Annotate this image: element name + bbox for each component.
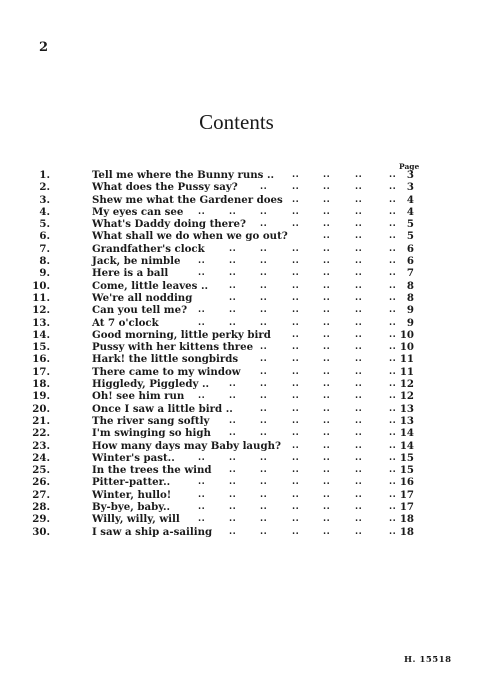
dot-leader: ..: [292, 342, 300, 353]
toc-row: [0, 280, 488, 292]
dot-leader: ..: [198, 391, 206, 402]
dot-leader: ..: [355, 268, 363, 279]
dot-leader: ..: [198, 256, 206, 267]
dot-leader: ..: [389, 502, 397, 513]
dot-leader: ..: [355, 428, 363, 439]
dot-leader: ..: [355, 231, 363, 242]
toc-entry-number: 5.: [39, 218, 50, 231]
toc-entry-page: 13: [399, 414, 414, 427]
dot-leader: ..: [229, 292, 237, 303]
dot-leader: ..: [323, 170, 331, 180]
toc-entry-number: 25.: [32, 464, 50, 477]
toc-entry-page: 8: [406, 291, 414, 304]
toc-entry-page: 13: [399, 402, 414, 415]
toc-entry-page: 14: [399, 439, 414, 452]
dot-leader: ..: [260, 292, 268, 303]
toc-entry-number: 12.: [32, 304, 50, 317]
toc-row: [0, 366, 488, 378]
dot-leader: ..: [355, 170, 363, 180]
toc-entry-number: 26.: [32, 476, 50, 489]
dot-leader: ..: [355, 403, 363, 414]
dot-leader: ..: [355, 329, 363, 340]
dot-leader: ..: [323, 219, 331, 230]
dot-leader: ..: [389, 342, 397, 353]
dot-leader: ..: [260, 206, 268, 217]
toc-entry-number: 30.: [32, 525, 50, 538]
dot-leader: ..: [355, 342, 363, 353]
toc-entry-title: By-bye, baby..: [92, 501, 171, 514]
toc-entry-title: Jack, be nimble: [92, 255, 181, 268]
dot-leader: ..: [229, 391, 237, 402]
toc-entry-page: 18: [399, 525, 414, 538]
dot-leader: ..: [292, 514, 300, 525]
dot-leader: ..: [323, 243, 331, 254]
dot-leader: ..: [292, 256, 300, 267]
dot-leader: ..: [323, 182, 331, 193]
dot-leader: ..: [355, 219, 363, 230]
dot-leader: ..: [260, 489, 268, 500]
toc-entry-number: 20.: [32, 402, 50, 415]
dot-leader: ..: [260, 256, 268, 267]
dot-leader: ..: [323, 465, 331, 476]
dot-leader: ..: [389, 317, 397, 328]
dot-leader: ..: [323, 292, 331, 303]
dot-leader: ..: [389, 256, 397, 267]
dot-leader: ..: [260, 219, 268, 230]
toc-entry-number: 7.: [39, 242, 50, 255]
dot-leader: ..: [355, 452, 363, 463]
page-number: 2: [39, 40, 49, 55]
dot-leader: ..: [323, 329, 331, 340]
toc-entry-number: 22.: [32, 427, 50, 440]
dot-leader: ..: [229, 317, 237, 328]
toc-entry-number: 11.: [32, 291, 50, 304]
dot-leader: ..: [292, 502, 300, 513]
dot-leader: ..: [389, 477, 397, 488]
toc-entry-number: 4.: [39, 205, 50, 218]
dot-leader: ..: [323, 354, 331, 365]
toc-entry-title: Winter, hullo!: [92, 488, 172, 501]
dot-leader: ..: [323, 194, 331, 205]
dot-leader: ..: [292, 391, 300, 402]
dot-leader: ..: [355, 243, 363, 254]
dot-leader: ..: [323, 379, 331, 390]
dot-leader: ..: [229, 502, 237, 513]
dot-leader: ..: [292, 403, 300, 414]
dot-leader: ..: [389, 329, 397, 340]
dot-leader: ..: [323, 268, 331, 279]
dot-leader: ..: [323, 317, 331, 328]
toc-entry-page: 8: [406, 279, 414, 292]
dot-leader: ..: [260, 342, 268, 353]
dot-leader: ..: [260, 366, 268, 377]
dot-leader: ..: [355, 465, 363, 476]
toc-row: [0, 194, 488, 206]
dot-leader: ..: [389, 280, 397, 291]
dot-leader: ..: [389, 354, 397, 365]
dot-leader: ..: [389, 366, 397, 377]
toc-entry-page: 11: [399, 353, 414, 366]
toc-entry-page: 15: [399, 451, 414, 464]
toc-entry-page: 6: [406, 242, 414, 255]
toc-row: [0, 403, 488, 415]
dot-leader: ..: [355, 391, 363, 402]
toc-entry-title: Winter's past..: [92, 451, 175, 464]
dot-leader: ..: [389, 379, 397, 390]
toc-entry-title: Once I saw a little bird ..: [92, 402, 233, 415]
toc-row: [0, 292, 488, 304]
toc-row: [0, 501, 488, 513]
dot-leader: ..: [323, 231, 331, 242]
dot-leader: ..: [355, 256, 363, 267]
dot-leader: ..: [389, 440, 397, 451]
dot-leader: ..: [323, 526, 331, 537]
dot-leader: ..: [292, 292, 300, 303]
toc-entry-number: 18.: [32, 378, 50, 391]
toc-row: [0, 476, 488, 488]
dot-leader: ..: [229, 415, 237, 426]
toc-row: [0, 317, 488, 329]
toc-entry-title: At 7 o'clock: [92, 316, 159, 329]
dot-leader: ..: [229, 379, 237, 390]
toc-entry-title: The river sang softly: [92, 414, 210, 427]
dot-leader: ..: [260, 268, 268, 279]
dot-leader: ..: [389, 206, 397, 217]
toc-entry-title: Tell me where the Bunny runs ..: [92, 169, 275, 181]
toc-entry-title: I'm swinging so high: [92, 427, 211, 440]
toc-entry-number: 10.: [32, 279, 50, 292]
toc-row: [0, 526, 488, 538]
dot-leader: ..: [229, 465, 237, 476]
dot-leader: ..: [355, 489, 363, 500]
dot-leader: ..: [389, 465, 397, 476]
dot-leader: ..: [389, 194, 397, 205]
dot-leader: ..: [292, 465, 300, 476]
dot-leader: ..: [229, 305, 237, 316]
dot-leader: ..: [323, 206, 331, 217]
dot-leader: ..: [292, 329, 300, 340]
toc-row: [0, 329, 488, 341]
dot-leader: ..: [389, 403, 397, 414]
dot-leader: ..: [260, 354, 268, 365]
toc-entry-title: Pitter-patter..: [92, 476, 171, 489]
toc-entry-page: 16: [399, 476, 414, 489]
dot-leader: ..: [260, 415, 268, 426]
dot-leader: ..: [292, 428, 300, 439]
toc-entry-number: 19.: [32, 390, 50, 403]
toc-row: [0, 390, 488, 402]
dot-leader: ..: [260, 514, 268, 525]
toc-row: [0, 464, 488, 476]
toc-entry-page: 11: [399, 365, 414, 378]
toc-entry-title: My eyes can see: [92, 205, 184, 218]
dot-leader: ..: [292, 170, 300, 180]
dot-leader: ..: [292, 354, 300, 365]
toc-entry-number: 15.: [32, 341, 50, 354]
dot-leader: ..: [389, 305, 397, 316]
toc-entry-page: 12: [399, 390, 414, 403]
dot-leader: ..: [355, 354, 363, 365]
dot-leader: ..: [292, 243, 300, 254]
dot-leader: ..: [198, 317, 206, 328]
dot-leader: ..: [229, 280, 237, 291]
dot-leader: ..: [292, 194, 300, 205]
dot-leader: ..: [323, 256, 331, 267]
dot-leader: ..: [389, 170, 397, 180]
contents-list: [0, 169, 488, 538]
dot-leader: ..: [323, 403, 331, 414]
dot-leader: ..: [292, 440, 300, 451]
toc-entry-page: 9: [406, 316, 414, 329]
dot-leader: ..: [229, 256, 237, 267]
toc-entry-number: 17.: [32, 365, 50, 378]
dot-leader: ..: [229, 514, 237, 525]
toc-entry-title: Pussy with her kittens three: [92, 341, 254, 354]
toc-row: [0, 513, 488, 525]
toc-row: [0, 230, 488, 242]
toc-entry-title: Shew me what the Gardener does: [92, 193, 283, 206]
toc-entry-title: What does the Pussy say?: [92, 181, 238, 194]
dot-leader: ..: [292, 366, 300, 377]
dot-leader: ..: [198, 514, 206, 525]
dot-leader: ..: [389, 268, 397, 279]
dot-leader: ..: [198, 452, 206, 463]
toc-entry-title: Oh! see him run: [92, 390, 185, 403]
toc-entry-title: In the trees the wind: [92, 464, 212, 477]
dot-leader: ..: [292, 280, 300, 291]
toc-entry-title: Grandfather's clock: [92, 242, 205, 255]
toc-entry-page: 9: [406, 304, 414, 317]
dot-leader: ..: [355, 366, 363, 377]
dot-leader: ..: [292, 415, 300, 426]
toc-entry-number: 14.: [32, 328, 50, 341]
dot-leader: ..: [229, 526, 237, 537]
dot-leader: ..: [355, 194, 363, 205]
toc-entry-number: 1.: [39, 169, 50, 181]
dot-leader: ..: [355, 440, 363, 451]
toc-row: [0, 341, 488, 353]
dot-leader: ..: [229, 206, 237, 217]
dot-leader: ..: [260, 379, 268, 390]
dot-leader: ..: [292, 182, 300, 193]
dot-leader: ..: [355, 280, 363, 291]
toc-row: [0, 489, 488, 501]
toc-entry-page: 7: [406, 267, 414, 280]
dot-leader: ..: [355, 477, 363, 488]
dot-leader: ..: [323, 391, 331, 402]
toc-entry-page: 12: [399, 378, 414, 391]
toc-row: [0, 218, 488, 230]
dot-leader: ..: [389, 391, 397, 402]
dot-leader: ..: [260, 403, 268, 414]
dot-leader: ..: [260, 428, 268, 439]
toc-entry-title: Hark! the little songbirds: [92, 353, 239, 366]
toc-entry-title: Higgledy, Piggledy ..: [92, 378, 210, 391]
toc-entry-title: There came to my window: [92, 365, 241, 378]
toc-entry-page: 5: [406, 218, 414, 231]
toc-entry-number: 13.: [32, 316, 50, 329]
toc-entry-page: 5: [406, 230, 414, 243]
dot-leader: ..: [323, 305, 331, 316]
dot-leader: ..: [323, 452, 331, 463]
dot-leader: ..: [389, 292, 397, 303]
dot-leader: ..: [198, 268, 206, 279]
toc-entry-number: 28.: [32, 501, 50, 514]
dot-leader: ..: [198, 305, 206, 316]
toc-entry-title: What shall we do when we go out?: [92, 230, 288, 243]
dot-leader: ..: [229, 428, 237, 439]
dot-leader: ..: [323, 440, 331, 451]
toc-row: [0, 243, 488, 255]
dot-leader: ..: [323, 514, 331, 525]
toc-entry-number: 8.: [39, 255, 50, 268]
dot-leader: ..: [389, 489, 397, 500]
toc-row: [0, 415, 488, 427]
toc-entry-page: 3: [406, 169, 414, 181]
dot-leader: ..: [198, 502, 206, 513]
dot-leader: ..: [355, 514, 363, 525]
dot-leader: ..: [260, 465, 268, 476]
dot-leader: ..: [260, 243, 268, 254]
dot-leader: ..: [355, 526, 363, 537]
toc-row: [0, 440, 488, 452]
toc-entry-title: Come, little leaves ..: [92, 279, 209, 292]
toc-entry-number: 23.: [32, 439, 50, 452]
dot-leader: ..: [355, 292, 363, 303]
dot-leader: ..: [292, 219, 300, 230]
dot-leader: ..: [389, 243, 397, 254]
toc-entry-page: 4: [406, 193, 414, 206]
toc-entry-page: 15: [399, 464, 414, 477]
dot-leader: ..: [389, 182, 397, 193]
toc-entry-page: 4: [406, 205, 414, 218]
dot-leader: ..: [260, 391, 268, 402]
dot-leader: ..: [292, 268, 300, 279]
toc-entry-number: 21.: [32, 414, 50, 427]
dot-leader: ..: [292, 452, 300, 463]
toc-entry-title: We're all nodding: [92, 291, 193, 304]
toc-row: [0, 427, 488, 439]
catalog-number: H. 15518: [404, 655, 452, 665]
toc-entry-number: 2.: [39, 181, 50, 194]
toc-entry-number: 24.: [32, 451, 50, 464]
toc-entry-number: 6.: [39, 230, 50, 243]
toc-entry-page: 14: [399, 427, 414, 440]
toc-entry-title: How many days may Baby laugh?: [92, 439, 281, 452]
toc-row: [0, 181, 488, 193]
dot-leader: ..: [292, 206, 300, 217]
toc-entry-title: Here is a ball: [92, 267, 169, 280]
dot-leader: ..: [292, 305, 300, 316]
toc-entry-number: 27.: [32, 488, 50, 501]
dot-leader: ..: [198, 477, 206, 488]
dot-leader: ..: [292, 526, 300, 537]
dot-leader: ..: [292, 477, 300, 488]
toc-entry-page: 18: [399, 513, 414, 526]
dot-leader: ..: [323, 366, 331, 377]
toc-entry-number: 29.: [32, 513, 50, 526]
toc-entry-page: 17: [399, 488, 414, 501]
toc-entry-page: 10: [399, 328, 414, 341]
dot-leader: ..: [229, 268, 237, 279]
toc-entry-title: Good morning, little perky bird: [92, 328, 271, 341]
dot-leader: ..: [389, 428, 397, 439]
dot-leader: ..: [292, 317, 300, 328]
dot-leader: ..: [323, 428, 331, 439]
dot-leader: ..: [355, 415, 363, 426]
dot-leader: ..: [389, 231, 397, 242]
dot-leader: ..: [260, 477, 268, 488]
dot-leader: ..: [355, 182, 363, 193]
toc-row: [0, 206, 488, 218]
dot-leader: ..: [198, 206, 206, 217]
dot-leader: ..: [389, 526, 397, 537]
dot-leader: ..: [229, 477, 237, 488]
toc-row: [0, 452, 488, 464]
dot-leader: ..: [260, 317, 268, 328]
dot-leader: ..: [292, 379, 300, 390]
toc-row: [0, 353, 488, 365]
dot-leader: ..: [355, 206, 363, 217]
dot-leader: ..: [260, 452, 268, 463]
dot-leader: ..: [355, 317, 363, 328]
toc-entry-page: 10: [399, 341, 414, 354]
dot-leader: ..: [323, 280, 331, 291]
dot-leader: ..: [323, 502, 331, 513]
dot-leader: ..: [229, 489, 237, 500]
dot-leader: ..: [260, 280, 268, 291]
dot-leader: ..: [323, 342, 331, 353]
dot-leader: ..: [323, 489, 331, 500]
toc-row: [0, 169, 488, 181]
toc-entry-page: 17: [399, 501, 414, 514]
toc-row: [0, 255, 488, 267]
toc-row: [0, 267, 488, 279]
dot-leader: ..: [260, 305, 268, 316]
dot-leader: ..: [292, 489, 300, 500]
toc-entry-number: 3.: [39, 193, 50, 206]
toc-row: [0, 304, 488, 316]
dot-leader: ..: [229, 243, 237, 254]
dot-leader: ..: [355, 379, 363, 390]
toc-entry-number: 16.: [32, 353, 50, 366]
dot-leader: ..: [355, 305, 363, 316]
toc-entry-page: 6: [406, 255, 414, 268]
toc-entry-title: Can you tell me?: [92, 304, 188, 317]
dot-leader: ..: [260, 182, 268, 193]
dot-leader: ..: [260, 526, 268, 537]
toc-entry-title: Willy, willy, will: [92, 513, 180, 526]
dot-leader: ..: [355, 502, 363, 513]
dot-leader: ..: [389, 514, 397, 525]
dot-leader: ..: [260, 502, 268, 513]
dot-leader: ..: [323, 477, 331, 488]
toc-row: [0, 378, 488, 390]
toc-entry-number: 9.: [39, 267, 50, 280]
toc-entry-page: 3: [406, 181, 414, 194]
dot-leader: ..: [323, 415, 331, 426]
page-title: Contents: [199, 110, 274, 134]
dot-leader: ..: [229, 452, 237, 463]
dot-leader: ..: [389, 415, 397, 426]
toc-entry-title: What's Daddy doing there?: [92, 218, 246, 231]
dot-leader: ..: [389, 219, 397, 230]
dot-leader: ..: [198, 489, 206, 500]
toc-entry-title: I saw a ship a-sailing: [92, 525, 213, 538]
page-column-header: Page: [399, 162, 420, 171]
dot-leader: ..: [389, 452, 397, 463]
